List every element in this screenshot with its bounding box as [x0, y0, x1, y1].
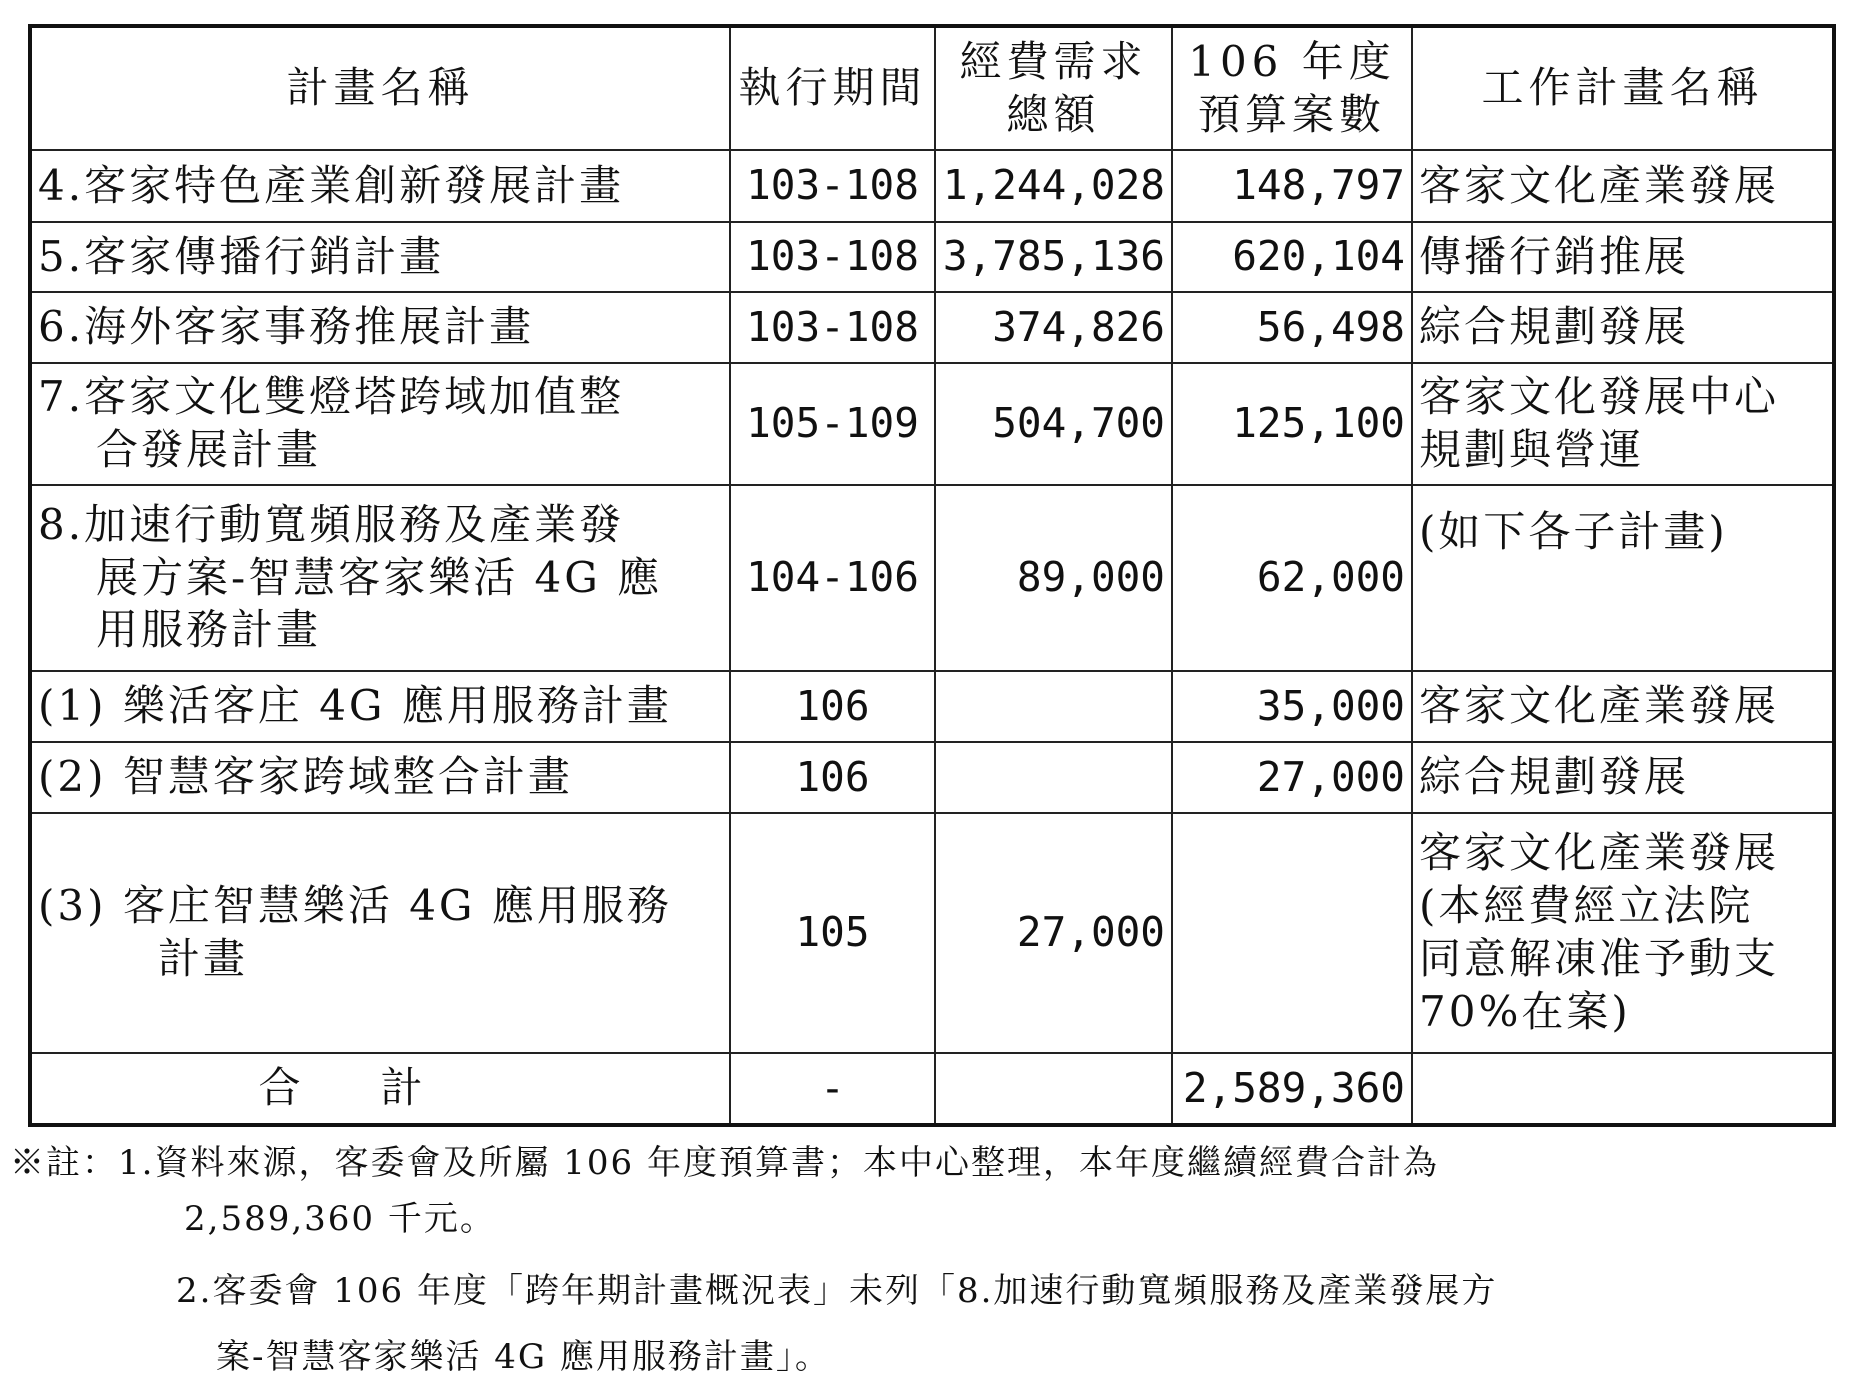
plan-work [1412, 813, 1834, 1053]
plan-name [30, 292, 730, 363]
total-period: - [730, 1053, 935, 1125]
plan-name-line: 計畫 [158, 934, 249, 983]
plan-period: 105 [730, 813, 935, 1053]
total-budget: 2,589,360 [1172, 1053, 1412, 1125]
total-work [1412, 1053, 1834, 1125]
plan-work [1412, 292, 1834, 363]
table-row [30, 485, 1834, 671]
plan-budget: 148,797 [1172, 150, 1412, 222]
total-row [30, 1053, 1834, 1125]
plan-total [935, 671, 1172, 742]
plan-work [1412, 671, 1834, 742]
plan-name-line: 5.客家傳播行銷計畫 [38, 231, 445, 281]
note-1-line1: ※註：1.資料來源，客委會及所屬 106 年度預算書；本中心整理，本年度繼續經費合計為 [10, 1143, 1439, 1183]
table-row [30, 671, 1834, 742]
plan-period: 106 [730, 671, 935, 742]
plan-period: 104-106 [730, 485, 935, 671]
plan-work-line: 綜合規劃發展 [1419, 752, 1690, 802]
plan-budget: 125,100 [1172, 363, 1412, 485]
plan-name [30, 222, 730, 292]
plan-work-line: 客家文化發展中心 [1419, 372, 1780, 422]
plan-name [30, 742, 730, 813]
plan-name-line: 8.加速行動寬頻服務及產業發 [38, 499, 625, 549]
plan-total: 1,244,028 [935, 150, 1172, 222]
plan-budget: 27,000 [1172, 742, 1412, 813]
table-row [30, 222, 1834, 292]
table-row [30, 813, 1834, 1053]
header-total-line2: 總額 [1006, 89, 1101, 139]
plan-work-line: (如下各子計畫) [1419, 507, 1728, 556]
plan-name [30, 485, 730, 671]
plan-work [1412, 363, 1834, 485]
plan-total [935, 742, 1172, 813]
plan-work [1412, 150, 1834, 222]
plan-name-line: (2) 智慧客家跨域整合計畫 [38, 752, 573, 802]
plan-budget: 620,104 [1172, 222, 1412, 292]
plan-name-line: 6.海外客家事務推展計畫 [38, 302, 535, 352]
plan-name [30, 671, 730, 742]
header-total [935, 26, 1172, 150]
plan-work-line: 規劃與營運 [1419, 425, 1645, 474]
table-row [30, 292, 1834, 363]
plan-total: 3,785,136 [935, 222, 1172, 292]
plan-work [1412, 742, 1834, 813]
plan-work-line: (本經費經立法院 [1419, 881, 1754, 931]
plan-name-line: 用服務計畫 [96, 605, 322, 655]
header-work: 工作計畫名稱 [1412, 26, 1834, 150]
plan-work-line: 綜合規劃發展 [1419, 302, 1690, 352]
plan-budget: 35,000 [1172, 671, 1412, 742]
header-budget-line1: 106 年度 [1188, 36, 1396, 86]
note-1-line2: 2,589,360 千元。 [184, 1199, 496, 1239]
table-row [30, 363, 1834, 485]
plan-name-line: (3) 客庄智慧樂活 4G 應用服務 [38, 881, 672, 931]
plan-work [1412, 485, 1834, 671]
plan-total: 374,826 [935, 292, 1172, 363]
header-period: 執行期間 [730, 26, 935, 150]
plan-work-line: 傳播行銷推展 [1419, 231, 1690, 281]
plan-work-line: 同意解凍准予動支 [1419, 934, 1780, 983]
header-row [30, 26, 1834, 150]
plan-total: 504,700 [935, 363, 1172, 485]
plan-period: 103-108 [730, 292, 935, 363]
note-2-line2: 案-智慧客家樂活 4G 應用服務計畫」。 [216, 1337, 831, 1377]
table-row [30, 742, 1834, 813]
plan-name-line: (1) 樂活客庄 4G 應用服務計畫 [38, 681, 672, 731]
plan-total: 89,000 [935, 485, 1172, 671]
plan-period: 105-109 [730, 363, 935, 485]
plan-name [30, 813, 730, 1053]
plan-budget: 56,498 [1172, 292, 1412, 363]
header-name: 計畫名稱 [30, 26, 730, 150]
plan-work-line: 客家文化產業發展 [1419, 828, 1780, 878]
total-label: 合計 [30, 1053, 730, 1125]
plan-work-line: 70%在案) [1419, 986, 1631, 1036]
plan-total: 27,000 [935, 813, 1172, 1053]
plan-name-line: 展方案-智慧客家樂活 4G 應 [96, 552, 663, 602]
plan-name [30, 150, 730, 222]
plan-name-line: 4.客家特色產業創新發展計畫 [38, 160, 625, 210]
plan-name-line: 合發展計畫 [96, 425, 322, 474]
plan-period: 103-108 [730, 150, 935, 222]
plan-budget: 62,000 [1172, 485, 1412, 671]
header-total-line1: 經費需求 [959, 36, 1148, 86]
plan-name-line: 7.客家文化雙燈塔跨域加值整 [38, 372, 625, 422]
plan-work-line: 客家文化產業發展 [1419, 160, 1780, 210]
note-2-line1: 2.客委會 106 年度「跨年期計畫概況表」未列「8.加速行動寬頻服務及產業發展方 [176, 1271, 1498, 1311]
header-budget [1172, 26, 1412, 150]
total-amount [935, 1053, 1172, 1125]
plan-work [1412, 222, 1834, 292]
plan-period: 103-108 [730, 222, 935, 292]
plan-work-line: 客家文化產業發展 [1419, 681, 1780, 731]
table-row [30, 150, 1834, 222]
plan-name [30, 363, 730, 485]
budget-table [28, 24, 1836, 1127]
plan-period: 106 [730, 742, 935, 813]
plan-budget [1172, 813, 1412, 1053]
header-budget-line2: 預算案數 [1197, 89, 1386, 139]
